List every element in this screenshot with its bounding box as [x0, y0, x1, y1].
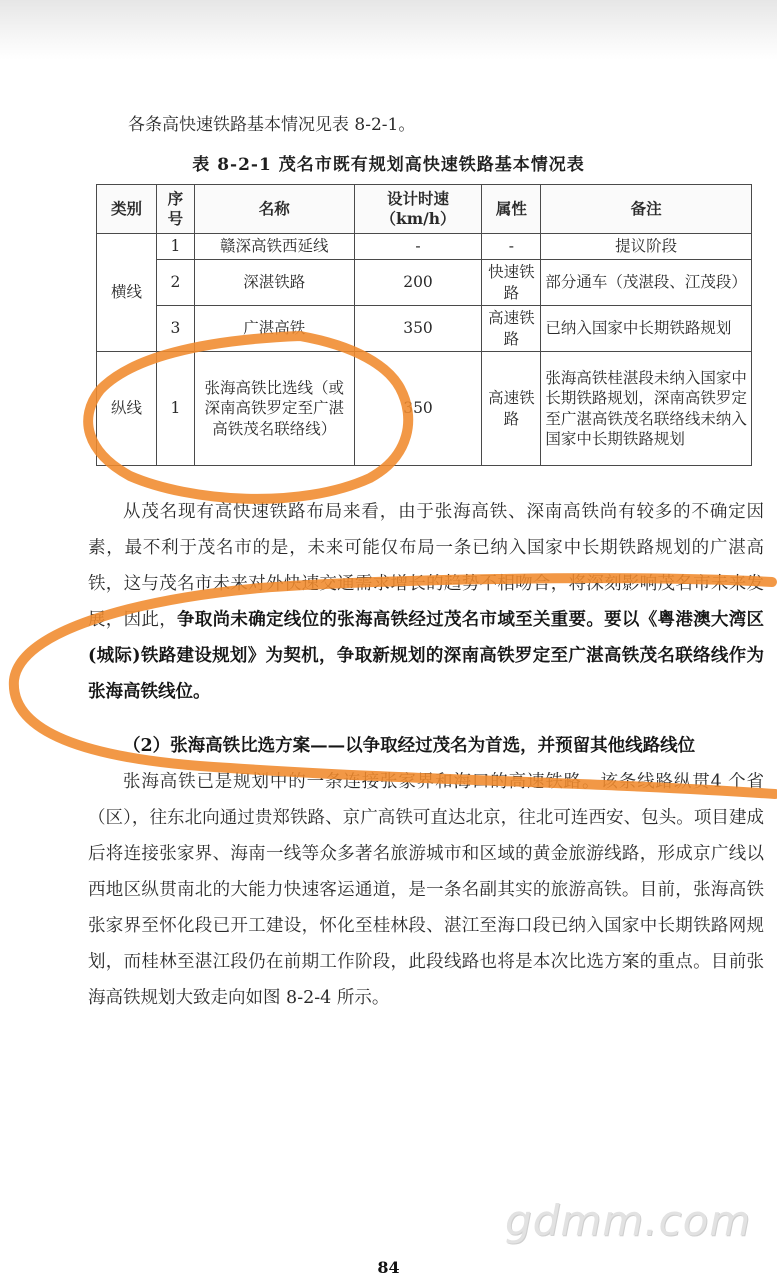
top-status-area [0, 0, 777, 60]
section-heading: （2）张海高铁比选方案——以争取经过茂名为首选，并预留其他线路线位 [123, 736, 696, 756]
header-speed: 设计时速（km/h） [354, 185, 482, 234]
header-attr: 属性 [482, 185, 541, 234]
table-row [97, 234, 752, 260]
table-caption: 表 8-2-1 茂名市既有规划高快速铁路基本情况表 [192, 155, 585, 175]
cell-attr: 高速铁路 [482, 306, 541, 352]
header-note: 备注 [541, 185, 752, 234]
cell-note: 提议阶段 [541, 234, 752, 260]
intro-sentence: 各条高快速铁路基本情况见表 8-2-1。 [128, 115, 416, 135]
table-row [97, 352, 752, 466]
cell-attr: 快速铁路 [482, 260, 541, 306]
railway-info-table [96, 184, 752, 466]
table-row [97, 260, 752, 306]
category-cell: 横线 [97, 234, 157, 352]
emphasis-text: 争取尚未确定线位的张海高铁经过茂名市域至关重要。要以《粤港澳大湾区(城际)铁路建设规划》为契机，争取新规划的深南高铁罗定至广湛高铁茂名联络线作为张海高铁线位。 [88, 610, 765, 702]
cell-no: 1 [156, 352, 194, 466]
cell-speed: 200 [354, 260, 482, 306]
paragraph-text: 从茂名现有高快速铁路布局来看，由于张海高铁、深南高铁尚有较多的不确定因素，最不利于茂名市的是，未来可能仅布局一条已纳入国家中长期铁路规划的广湛高铁，这与茂名市未来对外快速交通需求增长的趋势不相吻合，将深刻影响茂名市未来发展，因此， [88, 502, 764, 630]
page-number: 84 [377, 1258, 400, 1277]
cell-note: 张海高铁桂湛段未纳入国家中长期铁路规划，深南高铁罗定至广湛高铁茂名联络线未纳入国家中长期铁路规划 [541, 352, 752, 466]
table-row [97, 306, 752, 352]
table-header-row [97, 185, 752, 234]
paragraph-text: 张海高铁已是规划中的一条连接张家界和海口的高速铁路。该条线路纵贯4 个省（区），往东北向通过贵郑铁路、京广高铁可直达北京，往北可连西安、包头。项目建成后将连接张家界、海南一线等众多著名旅游城市和区域的黄金旅游线路，形成京广线以西地区纵贯南北的大能力快速客运通道，是一条名副其实的旅游高铁。目前，张海高铁张家界至怀化段已开工建设，怀化至桂林段、湛江至海口段已纳入国家中长期铁路网规划，而桂林至湛江段仍在前期工作阶段，此段线路也将是本次比选方案的重点。目前张海高铁规划大致走向如图 8-2-4 所示。 [88, 772, 764, 1008]
category-cell: 纵线 [97, 352, 157, 466]
body-paragraph-2 [88, 728, 764, 1016]
cell-note: 已纳入国家中长期铁路规划 [541, 306, 752, 352]
cell-attr: 高速铁路 [482, 352, 541, 466]
cell-speed: 350 [354, 352, 482, 466]
cell-speed: 350 [354, 306, 482, 352]
header-category: 类别 [97, 185, 157, 234]
cell-no: 3 [156, 306, 194, 352]
cell-name: 深湛铁路 [194, 260, 354, 306]
cell-note: 部分通车（茂湛段、江茂段） [541, 260, 752, 306]
watermark: gdmm.com [505, 1196, 752, 1245]
body-paragraph-1 [88, 494, 764, 710]
cell-no: 2 [156, 260, 194, 306]
cell-speed: - [354, 234, 482, 260]
cell-name: 张海高铁比选线（或深南高铁罗定至广湛高铁茂名联络线） [194, 352, 354, 466]
cell-attr: - [482, 234, 541, 260]
header-no: 序号 [156, 185, 194, 234]
cell-no: 1 [156, 234, 194, 260]
header-name: 名称 [194, 185, 354, 234]
cell-name: 广湛高铁 [194, 306, 354, 352]
cell-name: 赣深高铁西延线 [194, 234, 354, 260]
